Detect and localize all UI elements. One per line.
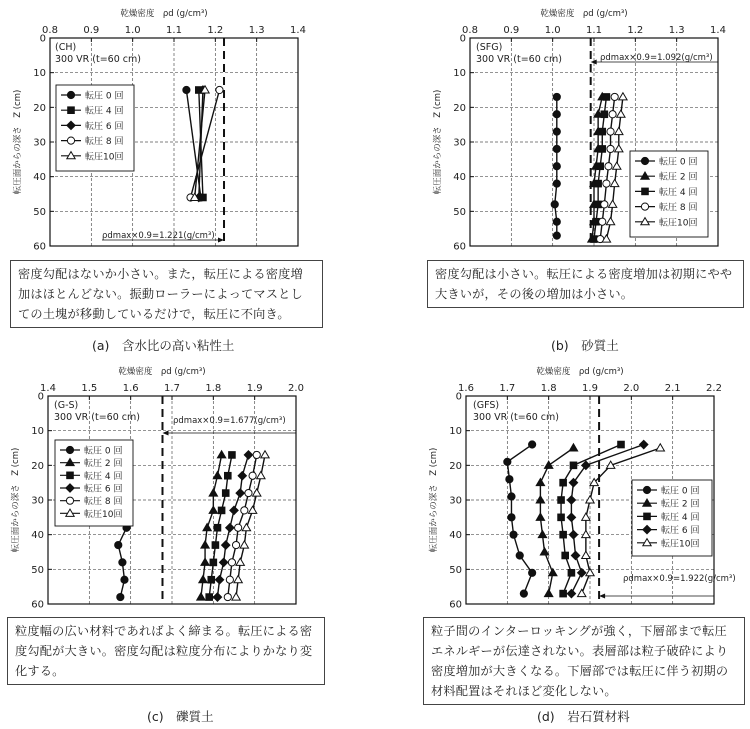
data-point-d-2 [562, 552, 569, 559]
data-point-d-2 [568, 570, 575, 577]
legend-label-b-3: 転圧 8 回 [659, 203, 698, 214]
xtick-label-a: 0.9 [83, 25, 100, 36]
data-point-d-1 [536, 478, 544, 485]
legend-label-c-2: 転圧 4 回 [84, 471, 123, 482]
ytick-label-d: 40 [449, 530, 462, 542]
xtick-label-a: 1.1 [166, 25, 182, 36]
ytick-label-b: 60 [453, 241, 466, 253]
ytick-label-a: 40 [33, 172, 46, 184]
soil-label-d: (GFS) [473, 400, 500, 411]
ytick-label-d: 50 [449, 564, 462, 576]
reference-label-d: ρdmax×0.9=1.922(g/cm³) [623, 574, 736, 584]
description-c: 粒度幅の広い材料であればよく締まる。転圧による密度勾配が大きい。密度勾配は粒度分布によりかなり変化する。 [7, 617, 325, 685]
xtick-label-b: 1.0 [544, 25, 561, 36]
xtick-label-c: 2.0 [288, 383, 304, 394]
x-axis-title-d: 乾燥密度 ρd (g/cm³) [536, 367, 624, 377]
data-point-d-2 [558, 514, 565, 521]
legend-label-d-3: 転圧 6 回 [661, 526, 700, 537]
data-point-d-2 [560, 531, 567, 538]
legend-label-a-3: 転圧 8 回 [85, 137, 124, 148]
legend-marker-d-2 [644, 513, 651, 520]
ytick-label-c: 30 [31, 495, 44, 507]
data-point-d-0 [520, 590, 527, 597]
ytick-label-c: 0 [37, 391, 44, 403]
data-point-d-1 [536, 496, 544, 503]
legend-label-d-0: 転圧 0 回 [661, 486, 700, 497]
reference-label-b: ρdmax×0.9=1.092(g/cm³) [600, 53, 713, 63]
ytick-label-d: 30 [449, 495, 462, 507]
xtick-label-b: 1.3 [668, 25, 685, 36]
xtick-label-b: 0.9 [503, 25, 520, 36]
data-point-d-1 [536, 513, 544, 520]
data-point-d-4 [582, 513, 590, 520]
xtick-label-b: 1.4 [710, 25, 726, 36]
legend-marker-d-0 [643, 486, 650, 493]
data-point-d-0 [504, 458, 511, 465]
data-point-d-1 [544, 589, 552, 596]
x-axis-title-b: 乾燥密度 ρd (g/cm³) [540, 9, 628, 19]
ytick-label-d: 20 [449, 460, 462, 472]
data-point-d-3 [571, 551, 579, 559]
data-point-d-4 [586, 496, 594, 503]
data-point-d-1 [569, 444, 577, 451]
xtick-label-c: 1.5 [81, 383, 98, 394]
xtick-label-d: 1.7 [499, 383, 516, 394]
data-point-d-0 [510, 531, 517, 538]
legend-label-c-4: 転圧 8 回 [84, 497, 123, 508]
data-point-d-1 [544, 461, 552, 468]
description-b: 密度勾配は小さい。転圧による密度増加は初期にやや大きいが，その後の増加は小さい。 [427, 260, 744, 308]
ytick-label-b: 0 [459, 33, 466, 45]
data-point-d-4 [582, 551, 590, 558]
data-point-d-3 [567, 496, 575, 504]
y-axis-title-d: 転圧面からの深さ Z (cm) [429, 447, 439, 553]
ytick-label-a: 20 [33, 102, 46, 114]
data-point-d-2 [560, 590, 567, 597]
legend-label-c-3: 転圧 6 回 [84, 484, 123, 495]
condition-label-b: 300 VR (t=60 cm) [476, 54, 562, 65]
data-point-d-3 [569, 530, 577, 538]
data-point-d-4 [578, 589, 586, 596]
xtick-label-c: 1.4 [40, 383, 56, 394]
ytick-label-b: 50 [453, 206, 466, 218]
data-point-d-1 [540, 548, 548, 555]
ytick-label-c: 60 [31, 599, 44, 611]
data-point-d-0 [529, 441, 536, 448]
xtick-label-d: 1.6 [458, 383, 474, 394]
reference-label-c: ρdmax×0.9=1.677(g/cm³) [173, 416, 286, 426]
xtick-label-d: 2.1 [664, 383, 681, 394]
legend-label-a-1: 転圧 4 回 [85, 106, 124, 117]
ytick-label-b: 10 [453, 68, 466, 80]
legend-label-a-4: 転圧10回 [85, 152, 124, 163]
data-point-d-0 [516, 552, 523, 559]
legend-label-b-2: 転圧 4 回 [659, 187, 698, 198]
xtick-label-c: 1.7 [164, 383, 180, 394]
xtick-label-d: 1.9 [582, 383, 598, 394]
xtick-label-d: 2.0 [623, 383, 640, 394]
y-axis-title-c: 転圧面からの深さ Z (cm) [11, 447, 21, 553]
description-a: 密度勾配はないか小さい。また，転圧による密度増加はほとんどない。振動ローラーによってマスとしての土塊が移動しているだけで，転圧に不向き。 [10, 260, 323, 328]
legend-label-a-0: 転圧 0 回 [85, 91, 124, 102]
data-point-d-0 [529, 569, 536, 576]
condition-label-a: 300 VR (t=60 cm) [55, 54, 141, 65]
legend-label-c-5: 転圧10回 [84, 509, 123, 520]
xtick-label-a: 1.2 [207, 25, 224, 36]
ytick-label-a: 0 [39, 33, 46, 45]
legend-label-d-4: 転圧10回 [661, 539, 700, 550]
data-point-d-0 [506, 476, 513, 483]
data-point-d-2 [558, 497, 565, 504]
ytick-label-a: 30 [33, 137, 46, 149]
ytick-label-a: 50 [33, 206, 46, 218]
xtick-label-a: 1.0 [124, 25, 141, 36]
xtick-label-b: 0.8 [462, 25, 478, 36]
data-point-d-2 [618, 441, 625, 448]
soil-label-b: (SFG) [476, 42, 503, 53]
data-point-d-4 [582, 530, 590, 537]
ytick-label-d: 60 [449, 599, 462, 611]
legend-label-d-2: 転圧 4 回 [661, 512, 700, 523]
xtick-label-c: 1.8 [205, 383, 222, 394]
ytick-label-d: 10 [449, 426, 462, 438]
xtick-label-c: 1.6 [122, 383, 139, 394]
xtick-label-a: 1.3 [248, 25, 265, 36]
data-point-d-2 [570, 462, 577, 469]
ytick-label-d: 0 [455, 391, 462, 403]
ytick-label-c: 50 [31, 564, 44, 576]
legend-label-d-1: 転圧 2 回 [661, 499, 700, 510]
description-d: 粒子間のインターロッキングが強く，下層部まで転圧エネルギーが伝達されない。表層部は粒子破砕により密度増加が大きくなる。下層部では転圧に伴う初期の材料配置はそれほど変化しない。 [423, 617, 745, 705]
y-axis-title-a: 転圧面からの深さ Z (cm) [13, 89, 23, 195]
xtick-label-d: 1.8 [540, 383, 557, 394]
legend-label-a-2: 転圧 6 回 [85, 121, 124, 132]
soil-label-c: (G-S) [54, 400, 79, 411]
legend-label-c-1: 転圧 2 回 [84, 459, 123, 470]
legend-label-b-1: 転圧 2 回 [659, 172, 698, 183]
data-point-d-3 [578, 569, 586, 577]
condition-label-d: 300 VR (t=60 cm) [473, 412, 559, 423]
ytick-label-b: 20 [453, 102, 466, 114]
ytick-label-c: 20 [31, 460, 44, 472]
x-axis-title-c: 乾燥密度 ρd (g/cm³) [118, 367, 206, 377]
data-point-d-0 [508, 514, 515, 521]
data-point-d-1 [538, 530, 546, 537]
xtick-label-b: 1.2 [627, 25, 644, 36]
soil-label-a: (CH) [55, 42, 77, 53]
data-point-d-3 [640, 440, 648, 448]
ytick-label-b: 30 [453, 137, 466, 149]
xtick-label-d: 2.2 [706, 383, 722, 394]
ytick-label-a: 10 [33, 68, 46, 80]
data-point-d-3 [567, 589, 575, 597]
data-point-d-4 [656, 444, 664, 451]
legend-label-c-0: 転圧 0 回 [84, 446, 123, 457]
y-axis-title-b: 転圧面からの深さ Z (cm) [433, 89, 443, 195]
xtick-label-a: 1.4 [290, 25, 306, 36]
data-point-d-2 [560, 479, 567, 486]
data-point-d-3 [567, 513, 575, 521]
data-point-d-0 [508, 493, 515, 500]
condition-label-c: 300 VR (t=60 cm) [54, 412, 140, 423]
caption-b: (b) 砂質土 [551, 338, 619, 353]
ytick-label-c: 10 [31, 426, 44, 438]
xtick-label-b: 1.1 [586, 25, 602, 36]
caption-d: (d) 岩石質材料 [537, 709, 630, 724]
data-point-d-1 [549, 569, 557, 576]
caption-a: (a) 含水比の高い粘性土 [92, 338, 235, 353]
x-axis-title-a: 乾燥密度 ρd (g/cm³) [120, 9, 208, 19]
legend-label-b-0: 転圧 0 回 [659, 157, 698, 168]
ytick-label-c: 40 [31, 530, 44, 542]
caption-c: (c) 礫質土 [147, 709, 214, 724]
reference-label-a: ρdmax×0.9=1.221(g/cm³) [102, 231, 215, 241]
xtick-label-a: 0.8 [42, 25, 58, 36]
xtick-label-c: 1.9 [246, 383, 263, 394]
legend-label-b-4: 転圧10回 [659, 218, 698, 229]
ytick-label-b: 40 [453, 172, 466, 184]
ytick-label-a: 60 [33, 241, 46, 253]
